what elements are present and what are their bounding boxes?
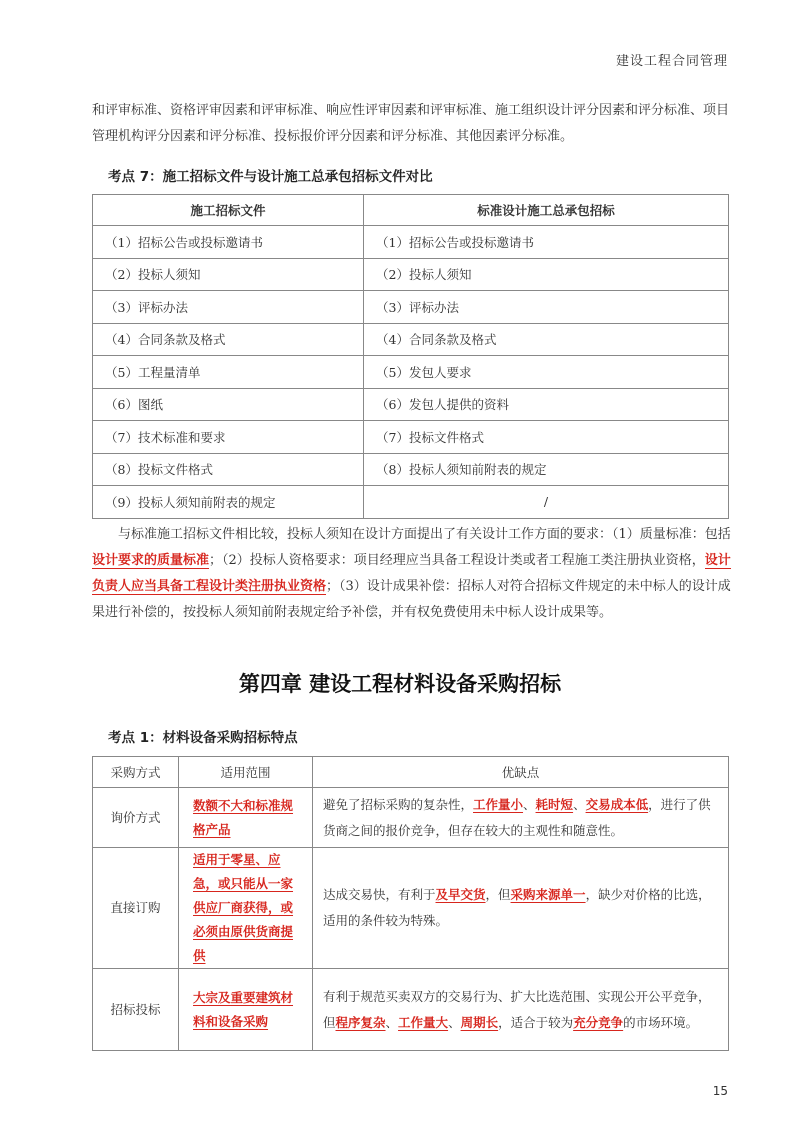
table-cell: （8）投标人须知前附表的规定 — [364, 453, 729, 486]
table-cell: （8）投标文件格式 — [93, 453, 364, 486]
cell-text: 达成交易快，有利于 — [323, 887, 436, 902]
table-row — [93, 388, 729, 421]
table-row — [93, 788, 729, 848]
table-header-row — [93, 757, 729, 788]
cell-text: 、 — [523, 796, 536, 812]
column-header: 适用范围 — [179, 757, 313, 788]
highlight-text: 设计要求的质量标准 — [92, 553, 210, 568]
pros-cons-cell — [313, 788, 729, 848]
cell-text: 、 — [448, 1014, 461, 1030]
table-row — [93, 848, 729, 969]
cell-text: ，适合于较为 — [498, 1014, 574, 1030]
highlight-text: 采购来源单一 — [510, 887, 586, 902]
column-header: 施工招标文件 — [93, 195, 364, 226]
table-cell: （3）评标办法 — [364, 291, 729, 324]
section-heading-kd7: 考点 7：施工招标文件与设计施工总承包招标文件对比 — [108, 169, 433, 185]
table-cell: （2）投标人须知 — [93, 258, 364, 291]
note-text: ；（3）设计成果补偿：招标人对符合招标文件规定的未中标人的设计成果进行补偿的，按投标人须知前附表规定给予补偿，并有权免费使用未中标人设计成果等。 — [92, 579, 731, 620]
chapter-title: 第四章 建设工程材料设备采购招标 — [238, 672, 562, 696]
table-row — [93, 291, 729, 324]
cell-text: 有利于规范买卖双方的交易行为、扩大比选范围、实现公开公平竞争，但 — [323, 988, 711, 1030]
table-cell: （6）图纸 — [93, 388, 364, 421]
section-heading-kd1: 考点 1：材料设备采购招标特点 — [108, 730, 298, 746]
table-row — [93, 486, 729, 519]
scope-text: 适用于零星、应急，或只能从一家供应厂商获得，或必须由原供货商提供 — [193, 852, 294, 963]
table-row — [93, 226, 729, 259]
highlight-text: 工作量大 — [398, 1014, 449, 1030]
table-cell: （4）合同条款及格式 — [93, 323, 364, 356]
table-row — [93, 323, 729, 356]
highlight-text: 及早交货 — [435, 887, 486, 902]
table-cell: （3）评标办法 — [93, 291, 364, 324]
note-text: ；（2）投标人资格要求：项目经理应当具备工程设计类或者工程施工类注册执业资格， — [209, 553, 705, 568]
running-header: 建设工程合同管理 — [615, 54, 728, 69]
table-cell-empty-slash: / — [364, 486, 729, 519]
scope-text: 大宗及重要建筑材料和设备采购 — [193, 989, 294, 1029]
table-cell: （9）投标人须知前附表的规定 — [93, 486, 364, 519]
table-cell: （6）发包人提供的资料 — [364, 388, 729, 421]
table-row — [93, 421, 729, 454]
table-cell: （1）招标公告或投标邀请书 — [364, 226, 729, 259]
table-cell: （2）投标人须知 — [364, 258, 729, 291]
column-header: 采购方式 — [93, 757, 179, 788]
pros-cons-cell — [313, 848, 729, 969]
procurement-method-table — [92, 756, 729, 1051]
table-cell: （7）投标文件格式 — [364, 421, 729, 454]
cell-text: ，进行了供货商之间的报价竞争，但存在较大的主观性和随意性。 — [323, 796, 711, 838]
scope-cell — [179, 788, 313, 848]
note-paragraph — [92, 522, 732, 626]
table-cell: （7）技术标准和要求 — [93, 421, 364, 454]
highlight-text: 工作量小 — [473, 796, 524, 812]
compare-table — [92, 194, 729, 519]
cell-text: 、 — [385, 1014, 399, 1030]
highlight-text: 充分竞争 — [573, 1014, 624, 1030]
column-header: 标准设计施工总承包招标 — [364, 195, 729, 226]
scope-cell — [179, 969, 313, 1051]
highlight-text: 交易成本低 — [585, 796, 649, 812]
table-row — [93, 969, 729, 1051]
cell-text: 、 — [573, 796, 586, 812]
highlight-text: 设计负责人应当具备工程设计类注册执业资格 — [92, 553, 731, 594]
pros-cons-cell — [313, 969, 729, 1051]
scope-cell — [179, 848, 313, 969]
table-cell: （4）合同条款及格式 — [364, 323, 729, 356]
page-number: 15 — [712, 1084, 728, 1098]
table-cell: （5）工程量清单 — [93, 356, 364, 389]
method-cell: 直接订购 — [93, 848, 179, 969]
column-header: 优缺点 — [313, 757, 729, 788]
table-cell: （1）招标公告或投标邀请书 — [93, 226, 364, 259]
highlight-text: 程序复杂 — [335, 1014, 386, 1030]
table-row — [93, 453, 729, 486]
cell-text: 避免了招标采购的复杂性， — [323, 796, 474, 812]
table-row — [93, 356, 729, 389]
method-cell: 询价方式 — [93, 788, 179, 848]
highlight-text: 周期长 — [460, 1014, 499, 1030]
table-header-row — [93, 195, 729, 226]
note-text: 与标准施工招标文件相比较，投标人须知在设计方面提出了有关设计工作方面的要求：（1）质量标准：包括 — [118, 527, 731, 542]
method-cell: 招标投标 — [93, 969, 179, 1051]
scope-text: 数额不大和标准规格产品 — [193, 797, 294, 837]
intro-paragraph: 和评审标准、资格评审因素和评审标准、响应性评审因素和评审标准、施工组织设计评分因素和评分标准、项目管理机构评分因素和评分标准、投标报价评分因素和评分标准、其他因素评分标准。 — [92, 103, 730, 144]
highlight-text: 耗时短 — [535, 796, 574, 812]
cell-text: ，但 — [485, 887, 511, 902]
cell-text: 的市场环境。 — [623, 1014, 699, 1030]
table-row — [93, 258, 729, 291]
cell-text: ，缺少对价格的比选，适用的条件较为特殊。 — [323, 887, 711, 928]
table-cell: （5）发包人要求 — [364, 356, 729, 389]
